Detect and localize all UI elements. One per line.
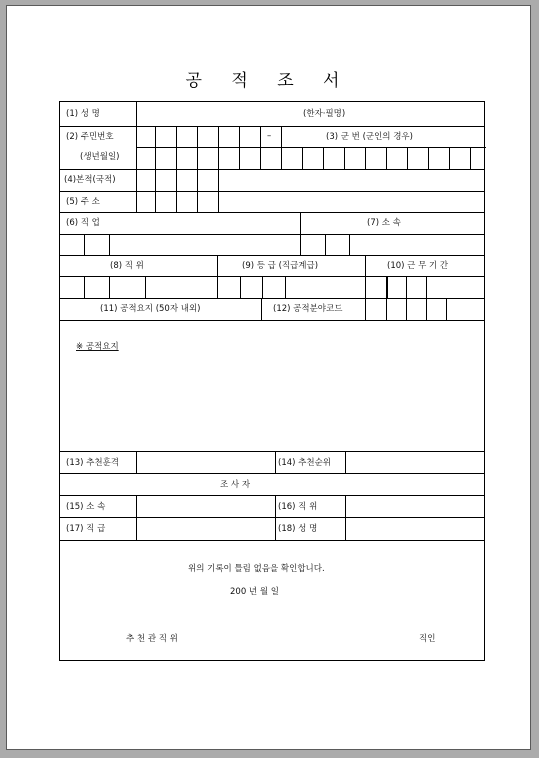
cell-divider bbox=[446, 298, 447, 320]
row-divider bbox=[60, 298, 484, 299]
row-divider bbox=[60, 212, 484, 213]
cell-divider bbox=[365, 255, 366, 298]
cell-divider bbox=[345, 451, 346, 473]
cell-divider bbox=[145, 276, 146, 298]
document-title: 공 적 조 서 bbox=[185, 71, 352, 91]
document-page bbox=[6, 5, 531, 750]
rrn-dash: – bbox=[267, 131, 272, 141]
row-divider bbox=[60, 234, 484, 235]
service-number-label: (3) 군 번 (군인의 경우) bbox=[326, 132, 413, 142]
cell-divider bbox=[426, 298, 427, 320]
cell-divider bbox=[349, 234, 350, 255]
cell-divider bbox=[387, 276, 388, 298]
cell-divider bbox=[428, 147, 429, 169]
investigator-name-label: (18) 성 명 bbox=[278, 524, 318, 534]
cell-divider bbox=[281, 126, 282, 147]
row-divider bbox=[60, 540, 484, 541]
row-divider bbox=[60, 495, 484, 496]
cell-divider bbox=[217, 255, 218, 298]
name-label: (1) 성 명 bbox=[66, 109, 100, 119]
confirmation-statement: 위의 기록이 틀림 없음을 확인합니다. bbox=[188, 564, 325, 574]
row-divider bbox=[60, 517, 484, 518]
confirmation-date: 200 년 월 일 bbox=[230, 587, 279, 597]
cell-divider bbox=[275, 451, 276, 473]
address-label: (5) 주 소 bbox=[66, 197, 100, 207]
cell-divider bbox=[386, 276, 387, 320]
cell-divider bbox=[136, 495, 137, 540]
cell-divider bbox=[109, 234, 110, 255]
cell-divider bbox=[407, 147, 408, 169]
row-divider bbox=[60, 191, 484, 192]
cell-divider bbox=[109, 276, 110, 298]
name-hint: (한자·필명) bbox=[303, 109, 346, 119]
cell-divider bbox=[261, 298, 262, 320]
cell-divider bbox=[176, 126, 177, 212]
cell-divider bbox=[262, 276, 263, 298]
row-divider bbox=[60, 276, 484, 277]
recommender-label: 추 천 관 직 위 bbox=[126, 634, 178, 644]
affiliation-label: (7) 소 속 bbox=[367, 218, 401, 228]
cell-divider bbox=[406, 298, 407, 320]
cell-divider bbox=[281, 147, 282, 169]
row-divider bbox=[60, 473, 484, 474]
cell-divider bbox=[197, 126, 198, 212]
official-seal-label: 직인 bbox=[419, 634, 436, 644]
cell-divider bbox=[260, 126, 261, 169]
investigator-grade-label: (17) 직 급 bbox=[66, 524, 106, 534]
cell-divider bbox=[136, 102, 137, 212]
cell-divider bbox=[239, 126, 240, 169]
job-label: (6) 직 업 bbox=[66, 218, 100, 228]
cell-divider bbox=[406, 276, 407, 298]
cell-divider bbox=[240, 276, 241, 298]
cell-divider bbox=[300, 212, 301, 234]
cell-divider bbox=[285, 276, 286, 298]
row-divider bbox=[60, 320, 484, 321]
cell-divider bbox=[365, 147, 366, 169]
investigator-position-label: (16) 직 위 bbox=[278, 502, 318, 512]
cell-divider bbox=[84, 234, 85, 255]
cell-divider bbox=[470, 147, 471, 169]
cell-divider bbox=[275, 495, 276, 540]
rrn-sub-label: (생년월일) bbox=[80, 152, 120, 162]
recommend-type-label: (13) 추천훈격 bbox=[66, 458, 119, 468]
merit-form bbox=[59, 101, 485, 661]
merit-summary-label: (11) 공적요지 (50자 내외) bbox=[100, 304, 201, 314]
recommend-rank-label: (14) 추천순위 bbox=[278, 458, 331, 468]
cell-divider bbox=[84, 276, 85, 298]
service-period-label: (10) 근 무 기 간 bbox=[387, 261, 449, 271]
cell-divider bbox=[323, 147, 324, 169]
investigator-heading: 조 사 자 bbox=[220, 480, 251, 490]
cell-divider bbox=[344, 147, 345, 169]
cell-divider bbox=[386, 147, 387, 169]
row-divider bbox=[136, 147, 486, 148]
row-divider bbox=[60, 255, 484, 256]
cell-divider bbox=[449, 147, 450, 169]
cell-divider bbox=[426, 276, 427, 298]
cell-divider bbox=[325, 234, 326, 255]
row-divider bbox=[60, 126, 484, 127]
row-divider bbox=[60, 169, 484, 170]
cell-divider bbox=[345, 495, 346, 540]
merit-code-label: (12) 공적분야코드 bbox=[273, 304, 343, 314]
cell-divider bbox=[302, 147, 303, 169]
rrn-label: (2) 주민번호 bbox=[66, 132, 114, 142]
merit-summary-heading: ※ 공적요지 bbox=[76, 342, 119, 352]
cell-divider bbox=[218, 126, 219, 212]
cell-divider bbox=[155, 126, 156, 212]
position-label: (8) 직 위 bbox=[110, 261, 144, 271]
investigator-affiliation-label: (15) 소 속 bbox=[66, 502, 106, 512]
cell-divider bbox=[300, 234, 301, 255]
cell-divider bbox=[365, 298, 366, 320]
domicile-label: (4)본적(국적) bbox=[64, 175, 116, 185]
grade-label: (9) 등 급 (직급계급) bbox=[242, 261, 319, 271]
row-divider bbox=[60, 451, 484, 452]
cell-divider bbox=[136, 451, 137, 473]
